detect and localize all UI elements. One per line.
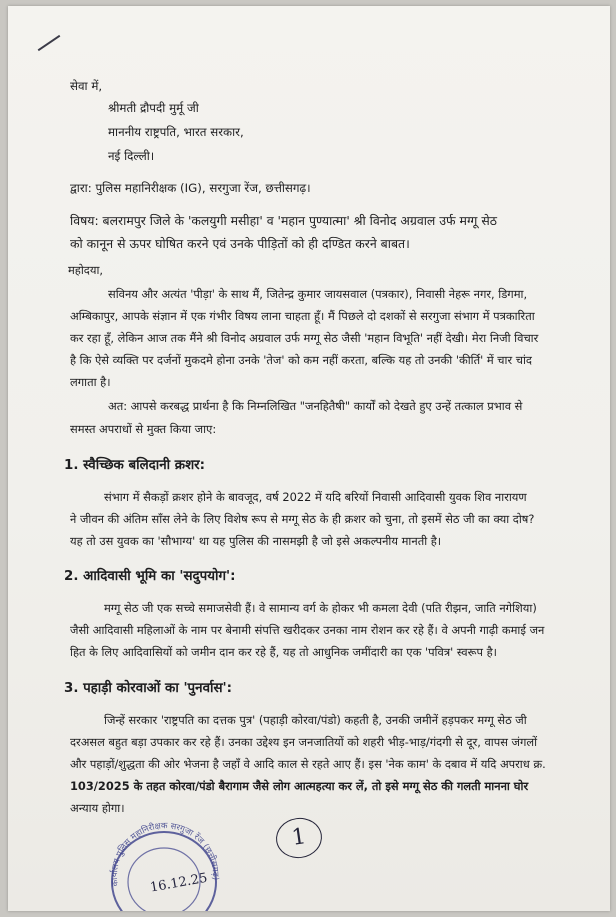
- section-3-heading: 3. पहाड़ी कोरवाओं का 'पुनर्वास':: [64, 681, 233, 696]
- section-1-line-2: ने जीवन की अंतिम साँस लेने के लिए विशेष रूप से मग्गू सेठ के ही क्रशर को चुना, तो इसमें सेठ जी का क्या दोष?: [70, 512, 535, 526]
- section-1-line-1: संभाग में सैकड़ों क्रशर होने के बावजूद, वर्ष 2022 में यदि बरियों निवासी आदिवासी युवक शिव नारायण: [104, 490, 527, 504]
- request-line-2: समस्त अपराधों से मुक्त किया जाए:: [70, 422, 217, 436]
- section-3-line-2: दरअसल बहुत बड़ा उपकार कर रहे हैं। उनका उद्देश्य इन जनजातियों को शहरी भीड़-भाड़/गंदगी से दूर, वापस जंगलों: [70, 735, 538, 749]
- address-line-3: नई दिल्ली।: [108, 149, 155, 163]
- subject-line-1: विषय: बलरामपुर जिले के 'कलयुगी मसीहा' व 'महान पुण्यात्मा' श्री विनोद अग्रवाल उर्फ मग्गू सेठ: [70, 213, 497, 228]
- address-line-2: माननीय राष्ट्रपति, भारत सरकार,: [108, 125, 244, 139]
- address-to: सेवा में,: [70, 79, 103, 93]
- section-2-line-1: मग्गू सेठ जी एक सच्चे समाजसेवी हैं। वे सामान्य वर्ग के होकर भी कमला देवी (पति रीझन, जाति नगेशिया): [104, 601, 537, 615]
- section-3-line-5: अन्याय होगा।: [70, 801, 125, 815]
- pen-tick-mark: [38, 35, 61, 51]
- section-2-line-3: हित के लिए आदिवासियों को जमीन दान कर रहे हैं, यह तो आधुनिक जमींदारी का एक 'पवित्र' स्वरूप है।: [70, 645, 497, 659]
- subject-line-2: को कानून से ऊपर घोषित करने एवं उनके पीड़ितों को ही दण्डित करने बाबत।: [70, 236, 410, 251]
- section-3-line-4: 103/2025 के तहत कोरवा/पंडो बैरागाम जैसे लोग आत्महत्या कर लें, तो इसे मग्गू सेठ की गलती मानना घोर: [70, 779, 529, 793]
- section-3-line-1: जिन्हें सरकार 'राष्ट्रपति का दत्तक पुत्र' (पहाड़ी कोरवा/पंडो) कहती है, उनकी जमीनें हड़पकर मग्गू सेठ जी: [104, 713, 527, 727]
- intro-line-2: अम्बिकापुर, आपके संज्ञान में एक गंभीर विषय लाना चाहता हूँ। मैं पिछले दो दशकों से सरगुजा संभाग में पत्रकारिता: [70, 309, 535, 323]
- intro-line-3: कर रहा हूँ, लेकिन आज तक मैंने श्री विनोद अग्रवाल उर्फ मग्गू सेठ जैसी 'महान विभूति' नहीं देखी। मेरा निजी विचार: [70, 331, 539, 345]
- intro-line-1: सविनय और अत्यंत 'पीड़ा' के साथ मैं, जितेन्द्र कुमार जायसवाल (पत्रकार), निवासी नेहरू नगर, डिगमा,: [108, 287, 528, 301]
- section-1-line-3: यह तो उस युवक का 'सौभाग्य' था यह पुलिस की नासमझी है जो इसे अकल्पनीय मानती है।: [70, 534, 442, 548]
- office-stamp: [100, 816, 226, 911]
- letter-page: [8, 6, 610, 911]
- section-3-line-3: और पहाड़ों/शुद्धता की ओर भेजना है जहाँ वे आदि काल से रहते आए हैं। इस 'नेक काम' के दबाव में यदि अपराध क्र.: [70, 757, 546, 771]
- greeting: महोदया,: [68, 263, 104, 277]
- section-2-line-2: जैसी आदिवासी महिलाओं के नाम पर बेनामी संपत्ति खरीदकर उनका नाम रोशन कर रहे हैं। वे अपनी गाढ़ी कमाई जन: [70, 623, 545, 637]
- section-2-heading: 2. आदिवासी भूमि का 'सदुपयोग':: [64, 569, 236, 584]
- address-line-1: श्रीमती द्रौपदी मुर्मू जी: [108, 101, 199, 115]
- intro-line-5: लगाता है।: [70, 375, 111, 389]
- intro-line-4: है कि ऐसे व्यक्ति पर दर्जनों मुकदमे होना उनके 'तेज' को कम नहीं करता, बल्कि यह तो उनकी 'कीर्ति' में चार चांद: [70, 353, 532, 367]
- page-number-circle: 1: [273, 815, 324, 861]
- via-line: द्वारा: पुलिस महानिरीक्षक (IG), सरगुजा रेंज, छत्तीसगढ़।: [70, 181, 311, 195]
- request-line-1: अत: आपसे करबद्ध प्रार्थना है कि निम्नलिखित "जनहितैषी" कार्यों को देखते हुए उन्हें तत्काल प्रभाव से: [108, 399, 523, 413]
- stamp-ring-text: कार्यालय पुलिस महानिरीक्षक सरगुजा रेंज (छत्तीसगढ़): [109, 821, 221, 887]
- section-1-heading: 1. स्वैच्छिक बलिदानी क्रशर:: [64, 458, 206, 473]
- stamp-date: 16.12.25: [148, 870, 209, 896]
